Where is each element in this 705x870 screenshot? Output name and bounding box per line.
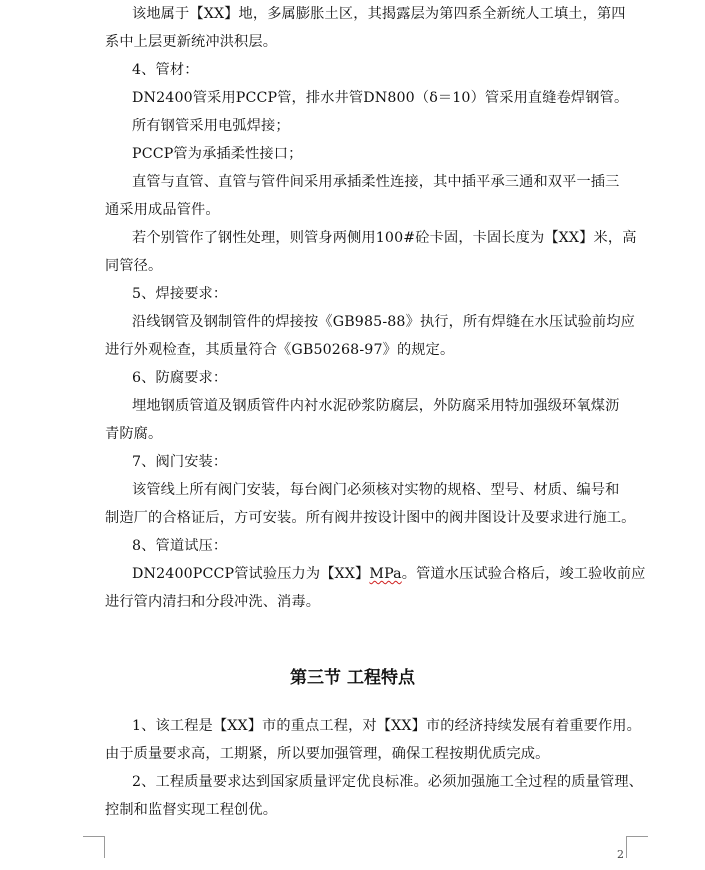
spellcheck-underlined-word[interactable]: MPa (369, 566, 402, 582)
body-line: 通采用成品管件。 (105, 202, 220, 218)
section-heading: 第三节 工程特点 (290, 668, 415, 688)
body-line: 1、该工程是【XX】市的重点工程，对【XX】市的经济持续发展有着重要作用。 (132, 718, 641, 734)
crop-mark-left-vertical (104, 836, 105, 858)
body-line: 制造厂的合格证后，方可安装。所有阀井按设计图中的阀井图设计及要求进行施工。 (105, 510, 636, 526)
item-heading: 4、管材： (132, 62, 199, 78)
body-line: 该管线上所有阀门安装，每台阀门必须核对实物的规格、型号、材质、编号和 (132, 482, 620, 498)
body-line: 同管径。 (105, 258, 163, 274)
body-line: 该地属于【XX】地，多属膨胀土区，其揭露层为第四系全新统人工填土，第四 (132, 6, 626, 22)
crop-mark-left-horizontal (83, 836, 105, 837)
body-line: DN2400管采用PCCP管，排水井管DN800（δ＝10）管采用直缝卷焊钢管。 (132, 90, 629, 106)
body-line: 进行外观检查，其质量符合《GB50268-97》的规定。 (105, 342, 455, 358)
crop-mark-right-horizontal (626, 836, 648, 837)
body-line: PCCP管为承插柔性接口； (132, 146, 303, 162)
body-line: 系中上层更新统冲洪积层。 (105, 34, 278, 50)
body-line (132, 564, 646, 584)
body-line: 青防腐。 (105, 426, 163, 442)
body-line: 沿线钢管及钢制管件的焊接按《GB985-88》执行，所有焊缝在水压试验前均应 (132, 314, 636, 330)
crop-mark-right-vertical (626, 836, 627, 858)
item-heading: 8、管道试压： (132, 538, 228, 554)
body-line: 埋地钢质管道及钢质管件内衬水泥砂浆防腐层，外防腐采用特加强级环氧煤沥 (132, 398, 620, 414)
page-number: 2 (617, 848, 624, 861)
item-heading: 5、焊接要求： (132, 286, 228, 302)
body-line: 2、工程质量要求达到国家质量评定优良标准。必须加强施工全过程的质量管理、 (132, 774, 643, 790)
body-line: 进行管内清扫和分段冲洗、消毒。 (105, 594, 321, 610)
body-line: 若个别管作了钢性处理，则管身两侧用100#砼卡固，卡固长度为【XX】米，高 (132, 230, 637, 246)
body-line: 由于质量要求高，工期紧，所以要加强管理，确保工程按期优质完成。 (105, 746, 550, 762)
text-run: 。管道水压试验合格后，竣工验收前应 (401, 566, 646, 582)
text-run: DN2400PCCP管试验压力为【XX】 (132, 566, 370, 582)
item-heading: 6、防腐要求： (132, 370, 228, 386)
body-line: 控制和监督实现工程创优。 (105, 802, 278, 818)
item-heading: 7、阀门安装： (132, 454, 228, 470)
body-line: 所有钢管采用电弧焊接； (132, 118, 290, 134)
body-line: 直管与直管、直管与管件间采用承插柔性连接，其中插平承三通和双平一插三 (132, 174, 620, 190)
